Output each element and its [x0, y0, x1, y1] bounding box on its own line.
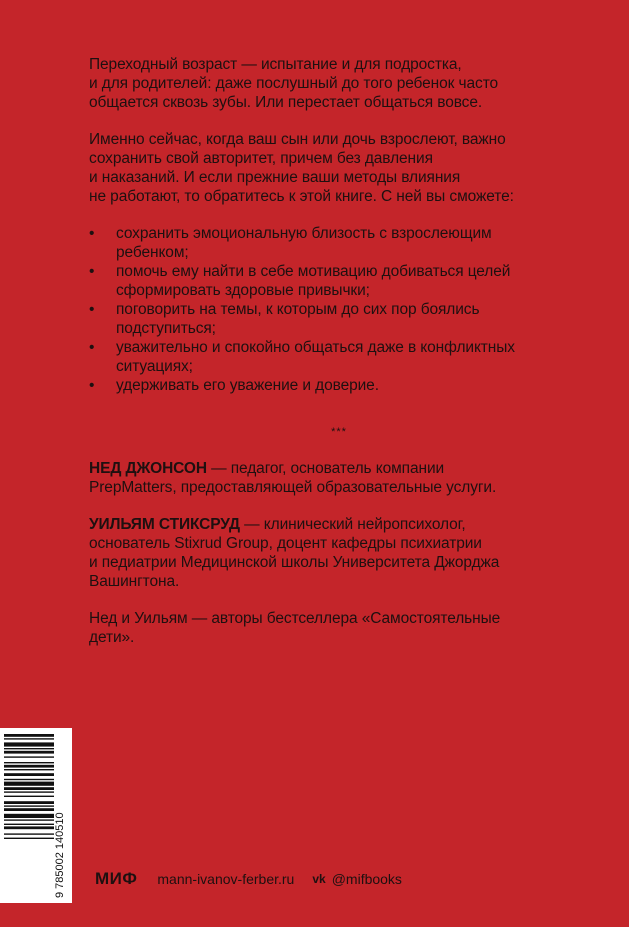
bullet-marker: • — [89, 225, 95, 242]
description-paragraph: Именно сейчас, когда ваш сын или дочь взрослеют, важно сохранить свой авторитет, причем без давления и наказаний. И если прежние ваши методы влияния не работают, то обратитесь к этой книге. С ней вы сможете: — [89, 131, 514, 205]
list-item-text: помочь ему найти в себе мотивацию добиваться целей сформировать здоровые привычки; — [116, 263, 511, 299]
barcode-bar — [4, 765, 54, 768]
barcode-bar — [4, 779, 54, 780]
barcode-bar — [4, 824, 54, 825]
list-item — [89, 262, 589, 300]
social-handle[interactable]: @mifbooks — [331, 871, 402, 887]
barcode-bar — [4, 748, 54, 749]
list-item — [89, 376, 589, 395]
publisher-website[interactable]: mann-ivanov-ferber.ru — [157, 871, 295, 887]
bullet-marker: • — [89, 339, 95, 356]
barcode-bar — [4, 801, 54, 804]
publisher-footer — [95, 868, 402, 890]
intro-paragraph: Переходный возраст — испытание и для подростка, и для родителей: даже послушный до того ребенок часто общается сквозь зубы. Или перестает общаться вовсе. — [89, 56, 499, 111]
barcode-bar — [4, 742, 54, 746]
barcode-graphic — [0, 728, 72, 903]
barcode-bar — [4, 787, 54, 790]
barcode-bar — [4, 756, 54, 757]
author-description: — педагог, основатель компании PrepMatters, предоставляющей образовательные услуги. — [89, 460, 497, 496]
list-item-text: поговорить на темы, к которым до сих пор боялись подступиться; — [116, 301, 480, 337]
bullet-marker: • — [89, 301, 95, 318]
closing-paragraph: Нед и Уильям — авторы бестселлера «Самостоятельные дети». — [89, 610, 501, 646]
barcode-bar — [4, 805, 54, 806]
list-item — [89, 224, 589, 262]
barcode-bar — [4, 796, 54, 797]
vk-icon[interactable]: vk — [312, 872, 326, 886]
barcode-bar — [4, 819, 54, 820]
barcode-bar — [4, 734, 54, 737]
isbn-barcode — [0, 728, 72, 903]
barcode-bar — [4, 833, 54, 834]
list-item-text: удерживать его уважение и доверие. — [116, 377, 379, 394]
barcode-bar — [4, 826, 54, 829]
publisher-logo: МИФ — [95, 869, 138, 888]
barcode-bar — [4, 769, 54, 770]
author-name: УИЛЬЯМ СТИКСРУД — [89, 516, 240, 533]
bullet-marker: • — [89, 377, 95, 394]
author-bio-stixrud — [89, 515, 589, 591]
author-name: НЕД ДЖОНСОН — [89, 460, 207, 477]
barcode-bar — [4, 773, 54, 776]
list-item — [89, 338, 589, 376]
barcode-bar — [4, 814, 54, 818]
back-cover-text — [89, 55, 589, 665]
barcode-bar — [4, 808, 54, 811]
list-item — [89, 300, 589, 338]
author-description: — клинический нейропсихолог, основатель Stixrud Group, доцент кафедры психиатрии и педиатрии Медицинской школы Университета Джорджа Вашингтона. — [89, 516, 500, 590]
barcode-bar — [4, 791, 54, 792]
barcode-bar — [4, 751, 54, 754]
barcode-bar — [4, 838, 54, 839]
barcode-bar — [4, 738, 54, 739]
list-item-text: сохранить эмоциональную близость с взрослеющим ребенком; — [116, 225, 492, 261]
bullet-marker: • — [89, 263, 95, 280]
section-separator: *** — [331, 426, 347, 438]
barcode-bar — [4, 762, 54, 763]
author-bio-johnson — [89, 459, 589, 497]
barcode-number: 9 785002 140510 — [54, 812, 66, 898]
barcode-bar — [4, 782, 54, 786]
benefits-list — [89, 224, 589, 395]
list-item-text: уважительно и спокойно общаться даже в конфликтных ситуациях; — [116, 339, 515, 375]
